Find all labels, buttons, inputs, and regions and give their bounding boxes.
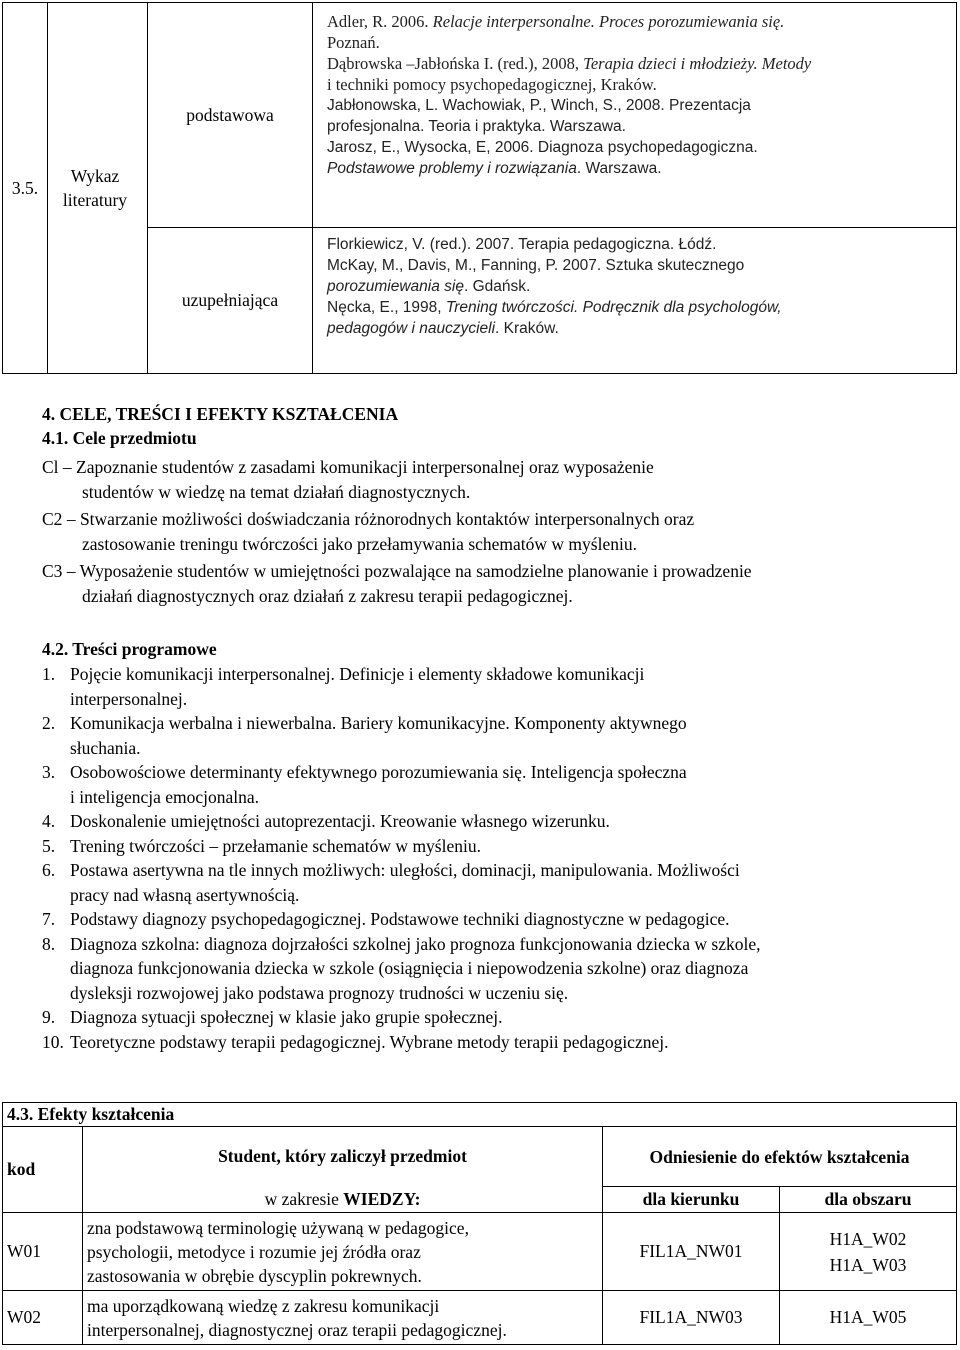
effect-major-ref: FIL1A_NW01 <box>603 1213 780 1291</box>
list-item: 10. Teoretyczne podstawy terapii pedagogicznej. Wybrane metody terapii pedagogicznej. <box>42 1031 669 1052</box>
col-code-header: kod <box>3 1127 83 1213</box>
section-number: 3.5. <box>3 3 48 374</box>
bib-entry: Florkiewicz, V. (red.). 2007. Terapia pedagogiczna. Łódź. <box>327 236 717 253</box>
list-item: 6. Postawa asertywna na tle innych możliwych: uległości, dominacji, manipulowania. Możliwości pracy nad własną asertywnością. <box>42 860 740 905</box>
bib-entry-cont: pedagogów i nauczycieli. Kraków. <box>327 320 559 337</box>
supplementary-bibliography <box>313 228 957 374</box>
bib-entry: Adler, R. 2006. Relacje interpersonalne. Proces porozumiewania się. <box>327 12 785 31</box>
goal-c2: C2 – Stwarzanie możliwości doświadczania różnorodnych kontaktów interpersonalnych oraz zastosowanie treningu twórczości jako przełamywania schematów w myśleniu. <box>42 509 695 554</box>
list-item: 9. Diagnoza sytuacji społecznej w klasie jako grupie społecznej. <box>42 1007 503 1027</box>
goal-c3: C3 – Wyposażenie studentów w umiejętności pozwalające na samodzielne planowanie i prowadzenie działań diagnostycznych oraz działań z zakresu terapii pedagogicznej. <box>42 561 752 606</box>
effect-area-ref: H1A_W05 <box>780 1291 957 1345</box>
effect-code: W01 <box>3 1213 83 1291</box>
col-major-header: dla kierunku <box>603 1187 780 1213</box>
subsection-content-title: 4.2. Treści programowe <box>42 639 217 659</box>
effects-table <box>2 1102 957 1345</box>
list-item: 7. Podstawy diagnozy psychopedagogicznej. Podstawowe techniki diagnostyczne w pedagogice. <box>42 909 730 929</box>
basic-label: podstawowa <box>148 3 313 228</box>
list-item: 4. Doskonalenie umiejętności autoprezentacji. Kreowanie własnego wizerunku. <box>42 811 610 831</box>
list-item: 8. Diagnoza szkolna: diagnoza dojrzałości szkolnej jako prognoza funkcjonowania dziecka w szkole, diagnoza funkcjonowania dziecka w szkole (osiągnięcia i niepowodzenia szkolne) oraz diagnoza dysleksji rozwojowej jako podstawa prognozy trudności w uczeniu się. <box>42 933 761 1003</box>
bib-entry: Nęcka, E., 1998, Trening twórczości. Podręcznik dla psychologów, <box>327 299 782 316</box>
list-item: 2. Komunikacja werbalna i niewerbalna. Bariery komunikacyjne. Komponenty aktywnego słuchania. <box>42 713 687 758</box>
bib-entry: Jabłonowska, L. Wachowiak, P., Winch, S., 2008. Prezentacja <box>327 97 751 114</box>
effect-code: W02 <box>3 1291 83 1345</box>
bib-entry-cont: Poznań. <box>327 33 380 52</box>
col-ref-header: Odniesienie do efektów kształcenia <box>603 1127 957 1187</box>
list-item: 5. Trening twórczości – przełamanie schematów w myśleniu. <box>42 835 481 856</box>
bib-entry-cont: porozumiewania się. Gdańsk. <box>327 278 531 295</box>
bib-entry-cont: i techniki pomocy psychopedagogicznej, Kraków. <box>327 75 657 94</box>
col-student-header: Student, który zaliczył przedmiot <box>83 1127 603 1187</box>
col-area-header: dla obszaru <box>780 1187 957 1213</box>
goal-c1: Cl – Zapoznanie studentów z zasadami komunikacji interpersonalnej oraz wyposażenie studentów w wiedzę na temat działań diagnostycznych. <box>42 457 654 502</box>
bib-entry-cont: profesjonalna. Teoria i praktyka. Warszawa. <box>327 118 626 135</box>
scope-label: w zakresie WIEDZY: <box>83 1187 603 1213</box>
bib-entry: McKay, M., Davis, M., Fanning, P. 2007. Sztuka skutecznego <box>327 257 745 274</box>
subsection-goals-title: 4.1. Cele przedmiotu <box>42 428 197 448</box>
topics-list <box>42 662 957 1054</box>
table-row <box>3 1213 957 1291</box>
bib-entry: Dąbrowska –Jabłońska I. (red.), 2008, Terapia dzieci i młodzieży. Metody <box>327 54 812 73</box>
bib-entry: Jarosz, E., Wysocka, E, 2006. Diagnoza psychopedagogiczna. <box>327 139 758 156</box>
effect-area-ref: H1A_W02 H1A_W03 <box>780 1213 957 1291</box>
table-row <box>3 1291 957 1345</box>
list-item: 1. Pojęcie komunikacji interpersonalnej. Definicje i elementy składowe komunikacji interpersonalnej. <box>42 664 645 709</box>
supplementary-label: uzupełniająca <box>148 228 313 374</box>
effect-description: ma uporządkowaną wiedzę z zakresu komunikacji interpersonalnej, diagnostycznej oraz terapii pedagogicznej. <box>83 1291 603 1345</box>
basic-bibliography <box>313 3 957 228</box>
list-item: 3. Osobowościowe determinanty efektywnego porozumiewania się. Inteligencja społeczna i inteligencja emocjonalna. <box>42 762 687 807</box>
literature-heading: Wykaz literatury <box>48 3 148 374</box>
effect-description: zna podstawową terminologię używaną w pedagogice, psychologii, metodyce i rozumie jej źródła oraz zastosowania w obrębie dyscyplin pokrewnych. <box>83 1213 603 1291</box>
bib-entry-cont: Podstawowe problemy i rozwiązania. Warszawa. <box>327 160 662 177</box>
effect-major-ref: FIL1A_NW03 <box>603 1291 780 1345</box>
literature-table <box>2 2 957 374</box>
section-heading: 4. CELE, TREŚCI I EFEKTY KSZTAŁCENIA <box>42 404 399 424</box>
effects-title: 4.3. Efekty kształcenia <box>3 1103 957 1127</box>
